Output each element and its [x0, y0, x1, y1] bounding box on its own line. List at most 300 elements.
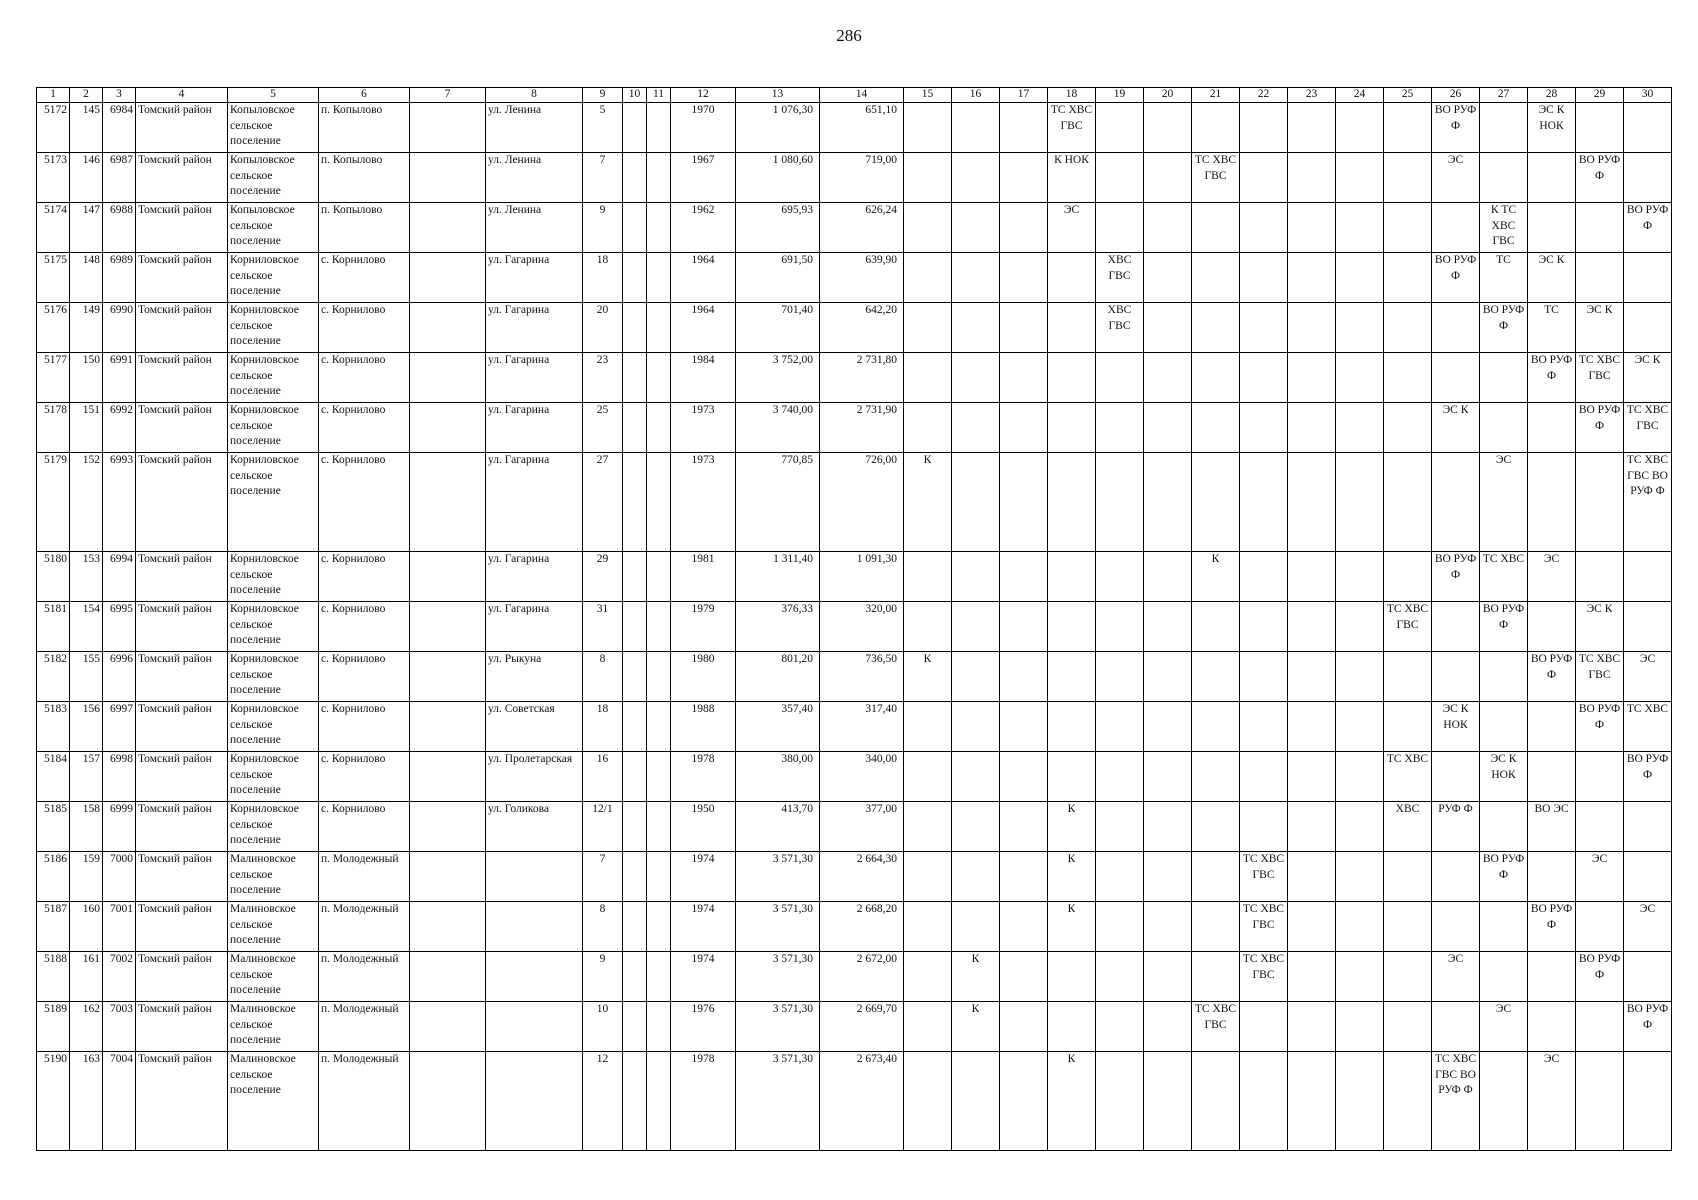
table-cell: 25: [583, 403, 623, 453]
table-cell: [623, 902, 647, 952]
table-cell: [1288, 952, 1336, 1002]
table-cell: [1144, 303, 1192, 353]
table-cell: 3 571,30: [736, 852, 820, 902]
table-cell: 3 752,00: [736, 353, 820, 403]
table-cell: [1384, 203, 1432, 253]
table-cell: [1288, 253, 1336, 303]
table-cell: 6998: [103, 752, 136, 802]
table-cell: ВО РУФ Ф: [1528, 902, 1576, 952]
table-cell: [410, 1002, 486, 1052]
table-cell: [623, 253, 647, 303]
table-cell: п. Молодежный: [319, 902, 410, 952]
table-cell: 5174: [37, 203, 70, 253]
table-cell: ТС ХВС: [1480, 552, 1528, 602]
table-cell: [1144, 702, 1192, 752]
table-cell: [1288, 602, 1336, 652]
table-cell: 736,50: [820, 652, 904, 702]
table-cell: 380,00: [736, 752, 820, 802]
table-cell: [1192, 902, 1240, 952]
table-cell: ТС: [1480, 253, 1528, 303]
table-cell: ВО ЭС: [1528, 802, 1576, 852]
table-cell: [410, 952, 486, 1002]
table-row: [37, 453, 1672, 552]
table-cell: [1144, 1052, 1192, 1151]
table-cell: [1096, 353, 1144, 403]
table-cell: [647, 353, 671, 403]
table-cell: [623, 652, 647, 702]
table-cell: Томский район: [136, 1052, 228, 1151]
table-cell: [623, 203, 647, 253]
table-cell: [1528, 453, 1576, 552]
table-cell: [647, 1002, 671, 1052]
table-cell: 162: [70, 1002, 103, 1052]
table-cell: [1624, 552, 1672, 602]
table-cell: 7002: [103, 952, 136, 1002]
table-cell: [1336, 652, 1384, 702]
table-cell: [1048, 303, 1096, 353]
table-cell: 3 740,00: [736, 403, 820, 453]
table-cell: [1144, 353, 1192, 403]
table-cell: [1192, 652, 1240, 702]
table-cell: [1336, 103, 1384, 153]
table-cell: [623, 353, 647, 403]
table-cell: 1979: [671, 602, 736, 652]
table-cell: [647, 652, 671, 702]
table-cell: [952, 752, 1000, 802]
column-header: 28: [1528, 88, 1576, 103]
table-cell: Томский район: [136, 303, 228, 353]
table-cell: [952, 303, 1000, 353]
table-cell: п. Копылово: [319, 203, 410, 253]
table-cell: [647, 552, 671, 602]
table-row: [37, 902, 1672, 952]
column-header: 11: [647, 88, 671, 103]
table-cell: 146: [70, 153, 103, 203]
table-cell: [647, 253, 671, 303]
table-cell: 9: [583, 952, 623, 1002]
table-cell: ЭС: [1480, 453, 1528, 552]
table-cell: ТС ХВС ГВС: [1240, 952, 1288, 1002]
table-cell: ул. Гагарина: [486, 353, 583, 403]
table-cell: [1240, 652, 1288, 702]
table-cell: 160: [70, 902, 103, 952]
table-cell: [1336, 902, 1384, 952]
table-cell: ТС ХВС ГВС ВО РУФ Ф: [1624, 453, 1672, 552]
table-cell: ЭС К НОК: [1480, 752, 1528, 802]
table-row: [37, 1002, 1672, 1052]
table-cell: 153: [70, 552, 103, 602]
table-cell: [1096, 702, 1144, 752]
table-cell: 5186: [37, 852, 70, 902]
column-header: 21: [1192, 88, 1240, 103]
table-cell: 377,00: [820, 802, 904, 852]
table-cell: [1192, 253, 1240, 303]
table-cell: [1288, 552, 1336, 602]
table-cell: 5189: [37, 1002, 70, 1052]
table-cell: [904, 153, 952, 203]
table-cell: 1981: [671, 552, 736, 602]
table-cell: Томский район: [136, 552, 228, 602]
table-cell: ЭС: [1432, 952, 1480, 1002]
table-cell: [1336, 602, 1384, 652]
table-cell: 801,20: [736, 652, 820, 702]
table-cell: [1048, 353, 1096, 403]
table-cell: [1096, 752, 1144, 802]
table-cell: [623, 453, 647, 552]
table-cell: п. Молодежный: [319, 852, 410, 902]
table-cell: 3 571,30: [736, 1002, 820, 1052]
table-cell: [952, 403, 1000, 453]
table-cell: [1096, 852, 1144, 902]
table-cell: [1288, 902, 1336, 952]
table-cell: Корниловское сельское поселение: [228, 303, 319, 353]
table-cell: 1950: [671, 802, 736, 852]
table-cell: [1576, 902, 1624, 952]
column-header: 25: [1384, 88, 1432, 103]
table-cell: [904, 802, 952, 852]
table-cell: 3 571,30: [736, 952, 820, 1002]
table-cell: [1096, 1002, 1144, 1052]
table-cell: [1432, 652, 1480, 702]
table-cell: [1624, 153, 1672, 203]
table-cell: [952, 852, 1000, 902]
table-cell: ЭС К: [1624, 353, 1672, 403]
column-header: 6: [319, 88, 410, 103]
table-row: [37, 652, 1672, 702]
table-cell: ЭС К: [1528, 253, 1576, 303]
table-cell: 320,00: [820, 602, 904, 652]
table-cell: [1240, 1002, 1288, 1052]
table-cell: ВО РУФ Ф: [1480, 602, 1528, 652]
table-cell: [1384, 1002, 1432, 1052]
table-cell: ЭС: [1624, 652, 1672, 702]
table-cell: [1048, 952, 1096, 1002]
table-cell: ВО РУФ Ф: [1624, 1002, 1672, 1052]
table-cell: [1432, 1002, 1480, 1052]
table-cell: 5177: [37, 353, 70, 403]
table-cell: [1192, 353, 1240, 403]
table-cell: Корниловское сельское поселение: [228, 253, 319, 303]
column-header: 7: [410, 88, 486, 103]
table-cell: ЭС: [1576, 852, 1624, 902]
table-cell: [1048, 1002, 1096, 1052]
table-cell: ВО РУФ Ф: [1432, 103, 1480, 153]
table-cell: ул. Ленина: [486, 103, 583, 153]
table-cell: 156: [70, 702, 103, 752]
table-cell: [1336, 403, 1384, 453]
table-cell: [1288, 702, 1336, 752]
table-cell: 5179: [37, 453, 70, 552]
table-cell: [1624, 103, 1672, 153]
table-cell: Корниловское сельское поселение: [228, 602, 319, 652]
table-cell: ВО РУФ Ф: [1624, 203, 1672, 253]
table-cell: 1973: [671, 453, 736, 552]
column-header: 4: [136, 88, 228, 103]
table-cell: [1624, 852, 1672, 902]
table-cell: Малиновское сельское поселение: [228, 902, 319, 952]
table-cell: [1576, 1002, 1624, 1052]
table-cell: [486, 952, 583, 1002]
table-cell: 150: [70, 353, 103, 403]
table-cell: 18: [583, 702, 623, 752]
table-cell: [1288, 153, 1336, 203]
table-cell: с. Корнилово: [319, 602, 410, 652]
table-cell: 5190: [37, 1052, 70, 1151]
table-cell: [1000, 902, 1048, 952]
table-cell: 639,90: [820, 253, 904, 303]
table-cell: Томский район: [136, 602, 228, 652]
table-cell: [1624, 952, 1672, 1002]
table-cell: 1976: [671, 1002, 736, 1052]
table-cell: [1288, 852, 1336, 902]
table-cell: 3 571,30: [736, 1052, 820, 1151]
table-cell: [1336, 552, 1384, 602]
table-cell: [1192, 453, 1240, 552]
table-cell: [647, 752, 671, 802]
table-cell: [410, 403, 486, 453]
table-cell: [647, 453, 671, 552]
table-cell: 701,40: [736, 303, 820, 353]
table-cell: 147: [70, 203, 103, 253]
table-cell: Томский район: [136, 403, 228, 453]
table-cell: 691,50: [736, 253, 820, 303]
column-header: 24: [1336, 88, 1384, 103]
table-row: [37, 852, 1672, 902]
table-cell: [952, 103, 1000, 153]
column-header: 15: [904, 88, 952, 103]
table-cell: 2 731,90: [820, 403, 904, 453]
table-cell: 163: [70, 1052, 103, 1151]
table-cell: [952, 652, 1000, 702]
table-cell: К: [1048, 802, 1096, 852]
table-cell: [623, 852, 647, 902]
table-cell: 6988: [103, 203, 136, 253]
table-cell: 5178: [37, 403, 70, 453]
table-row: [37, 253, 1672, 303]
table-cell: [1288, 303, 1336, 353]
table-cell: ТС ХВС ГВС: [1384, 602, 1432, 652]
table-cell: ул. Советская: [486, 702, 583, 752]
table-cell: [952, 203, 1000, 253]
table-cell: [1000, 702, 1048, 752]
table-cell: ЭС: [1528, 552, 1576, 602]
table-row: [37, 103, 1672, 153]
table-cell: [952, 602, 1000, 652]
table-cell: Томский район: [136, 802, 228, 852]
table-cell: 154: [70, 602, 103, 652]
table-cell: п. Молодежный: [319, 1052, 410, 1151]
table-cell: ул. Гагарина: [486, 453, 583, 552]
table-cell: [1096, 952, 1144, 1002]
table-cell: 2 664,30: [820, 852, 904, 902]
table-cell: [904, 952, 952, 1002]
table-cell: [1432, 602, 1480, 652]
table-cell: [1288, 1002, 1336, 1052]
table-cell: 9: [583, 203, 623, 253]
table-row: [37, 153, 1672, 203]
table-cell: [1480, 652, 1528, 702]
table-cell: К НОК: [1048, 153, 1096, 203]
table-cell: 1974: [671, 852, 736, 902]
table-cell: К: [952, 1002, 1000, 1052]
table-cell: с. Корнилово: [319, 453, 410, 552]
table-cell: [1048, 602, 1096, 652]
table-cell: [1384, 453, 1432, 552]
table-cell: [623, 103, 647, 153]
table-cell: ТС ХВС ГВС ВО РУФ Ф: [1432, 1052, 1480, 1151]
table-cell: [1048, 453, 1096, 552]
table-cell: [1336, 1052, 1384, 1151]
table-cell: ТС ХВС ГВС: [1624, 403, 1672, 453]
table-cell: Малиновское сельское поселение: [228, 852, 319, 902]
table-cell: [1240, 602, 1288, 652]
table-cell: [1336, 253, 1384, 303]
column-header: 13: [736, 88, 820, 103]
table-cell: [486, 902, 583, 952]
table-cell: 152: [70, 453, 103, 552]
column-header: 8: [486, 88, 583, 103]
table-cell: 5180: [37, 552, 70, 602]
table-cell: [1624, 253, 1672, 303]
table-cell: [952, 153, 1000, 203]
table-cell: [1384, 902, 1432, 952]
table-cell: [1096, 902, 1144, 952]
table-cell: [952, 353, 1000, 403]
table-cell: [1096, 1052, 1144, 1151]
table-cell: ТС ХВС: [1624, 702, 1672, 752]
table-cell: 6991: [103, 353, 136, 403]
table-cell: [486, 1002, 583, 1052]
table-cell: [647, 203, 671, 253]
table-cell: Томский район: [136, 103, 228, 153]
table-cell: 31: [583, 602, 623, 652]
table-cell: [1240, 103, 1288, 153]
table-cell: [1192, 1052, 1240, 1151]
table-cell: [1192, 752, 1240, 802]
table-cell: [1576, 103, 1624, 153]
table-cell: 7000: [103, 852, 136, 902]
table-cell: [1576, 802, 1624, 852]
table-cell: [623, 602, 647, 652]
table-cell: 2 668,20: [820, 902, 904, 952]
table-cell: [1432, 752, 1480, 802]
table-cell: 1978: [671, 752, 736, 802]
table-cell: 2 672,00: [820, 952, 904, 1002]
table-cell: [1240, 403, 1288, 453]
column-header: 29: [1576, 88, 1624, 103]
table-cell: 413,70: [736, 802, 820, 852]
table-cell: 1 080,60: [736, 153, 820, 203]
table-cell: 20: [583, 303, 623, 353]
table-cell: [1000, 253, 1048, 303]
table-cell: [1288, 802, 1336, 852]
table-cell: [1480, 103, 1528, 153]
table-cell: [1000, 353, 1048, 403]
table-cell: 151: [70, 403, 103, 453]
register-table: [36, 87, 1672, 1151]
table-cell: [1336, 353, 1384, 403]
table-cell: 7: [583, 153, 623, 203]
table-cell: [904, 253, 952, 303]
table-cell: [1096, 802, 1144, 852]
table-cell: ТС ХВС: [1384, 752, 1432, 802]
column-header: 18: [1048, 88, 1096, 103]
table-cell: [1432, 203, 1480, 253]
table-cell: Томский район: [136, 652, 228, 702]
table-cell: [1240, 552, 1288, 602]
table-cell: [1480, 153, 1528, 203]
table-cell: Корниловское сельское поселение: [228, 652, 319, 702]
table-cell: с. Корнилово: [319, 403, 410, 453]
table-cell: [1384, 303, 1432, 353]
table-cell: [1528, 403, 1576, 453]
table-cell: [1096, 652, 1144, 702]
table-cell: [1240, 802, 1288, 852]
table-row: [37, 1052, 1672, 1151]
table-cell: [410, 552, 486, 602]
table-cell: 1988: [671, 702, 736, 752]
table-cell: [1192, 802, 1240, 852]
table-cell: 5: [583, 103, 623, 153]
table-cell: [904, 702, 952, 752]
table-cell: [1192, 203, 1240, 253]
table-cell: 6993: [103, 453, 136, 552]
table-cell: с. Корнилово: [319, 652, 410, 702]
table-cell: Томский район: [136, 952, 228, 1002]
table-row: [37, 752, 1672, 802]
table-cell: [1144, 902, 1192, 952]
column-header: 16: [952, 88, 1000, 103]
table-row: [37, 702, 1672, 752]
table-cell: 7004: [103, 1052, 136, 1151]
table-cell: 155: [70, 652, 103, 702]
table-cell: ул. Ленина: [486, 153, 583, 203]
table-cell: [1048, 752, 1096, 802]
table-cell: [1144, 652, 1192, 702]
table-row: [37, 403, 1672, 453]
table-cell: [410, 253, 486, 303]
table-cell: [1384, 403, 1432, 453]
table-cell: [1480, 902, 1528, 952]
table-cell: [904, 1052, 952, 1151]
table-cell: [1192, 852, 1240, 902]
table-cell: ТС ХВС ГВС: [1048, 103, 1096, 153]
table-cell: п. Копылово: [319, 153, 410, 203]
table-cell: [1144, 253, 1192, 303]
table-cell: [1192, 952, 1240, 1002]
table-cell: 18: [583, 253, 623, 303]
table-cell: [1048, 403, 1096, 453]
column-header: 3: [103, 88, 136, 103]
table-cell: [1000, 153, 1048, 203]
table-cell: [952, 802, 1000, 852]
table-cell: 12/1: [583, 802, 623, 852]
table-cell: ТС: [1528, 303, 1576, 353]
table-cell: [904, 852, 952, 902]
table-cell: 12: [583, 1052, 623, 1151]
table-cell: К ТС ХВС ГВС: [1480, 203, 1528, 253]
table-cell: ВО РУФ Ф: [1576, 403, 1624, 453]
table-cell: [1432, 303, 1480, 353]
table-cell: [1624, 303, 1672, 353]
table-cell: 1964: [671, 303, 736, 353]
table-cell: [623, 802, 647, 852]
table-cell: [1000, 1052, 1048, 1151]
column-header: 2: [70, 88, 103, 103]
column-header: 1: [37, 88, 70, 103]
table-cell: 5176: [37, 303, 70, 353]
table-cell: [1000, 602, 1048, 652]
